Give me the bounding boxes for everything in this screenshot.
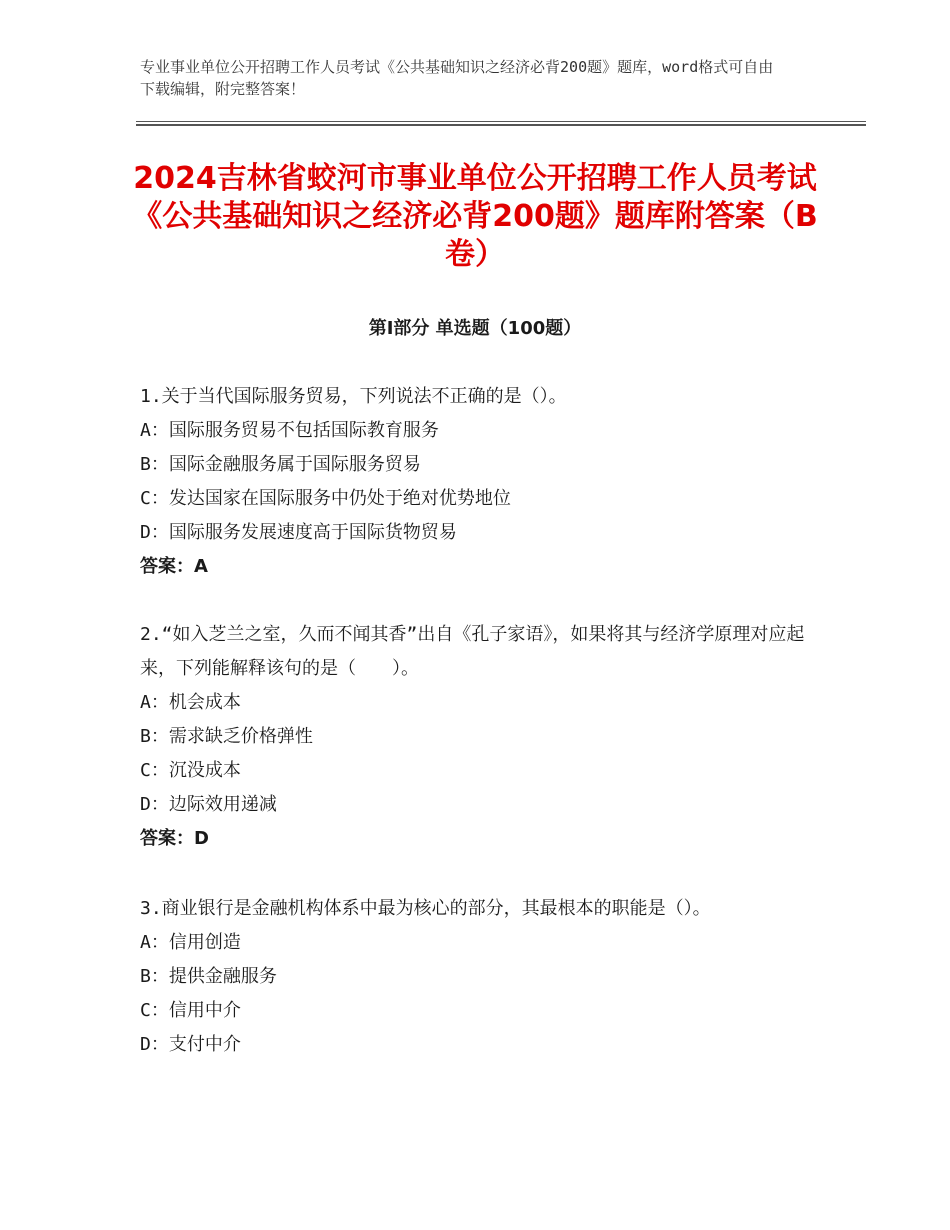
header-divider [136, 121, 866, 126]
option-a: A：机会成本 [140, 692, 241, 713]
option-b: B：国际金融服务属于国际服务贸易 [140, 454, 421, 475]
option-a: A：信用创造 [140, 932, 241, 953]
option-b: B：提供金融服务 [140, 966, 277, 987]
option-c: C：发达国家在国际服务中仍处于绝对优势地位 [140, 488, 511, 509]
answer-label: 答案： [140, 556, 194, 577]
answer-value: A [194, 556, 208, 577]
question-3 [140, 892, 820, 1062]
option-d: D：支付中介 [140, 1034, 241, 1055]
question-stem: 1.关于当代国际服务贸易，下列说法不正确的是（）。 [140, 386, 567, 407]
question-stem: 3.商业银行是金融机构体系中最为核心的部分，其最根本的职能是（）。 [140, 898, 711, 919]
option-d: D：国际服务发展速度高于国际货物贸易 [140, 522, 457, 543]
answer-line [140, 822, 820, 856]
option-c: C：信用中介 [140, 1000, 241, 1021]
answer-value: D [194, 828, 209, 849]
option-a: A：国际服务贸易不包括国际教育服务 [140, 420, 439, 441]
answer-line [140, 550, 820, 584]
option-b: B：需求缺乏价格弹性 [140, 726, 313, 747]
question-1 [140, 380, 820, 584]
section-title: 第Ⅰ部分 单选题（100题） [368, 318, 582, 339]
header-note: 专业事业单位公开招聘工作人员考试《公共基础知识之经济必背200题》题库，word格式可自由下载编辑，附完整答案！ [140, 58, 774, 98]
question-stem: 2.“如入芝兰之室，久而不闻其香”出自《孔子家语》，如果将其与经济学原理对应起来，下列能解释该句的是（ ）。 [140, 624, 805, 679]
answer-label: 答案： [140, 828, 194, 849]
option-d: D：边际效用递减 [140, 794, 277, 815]
question-2 [140, 618, 820, 856]
document-title: 2024吉林省蛟河市事业单位公开招聘工作人员考试《公共基础知识之经济必背200题》题库附答案（B卷） [132, 161, 818, 272]
option-c: C：沉没成本 [140, 760, 241, 781]
